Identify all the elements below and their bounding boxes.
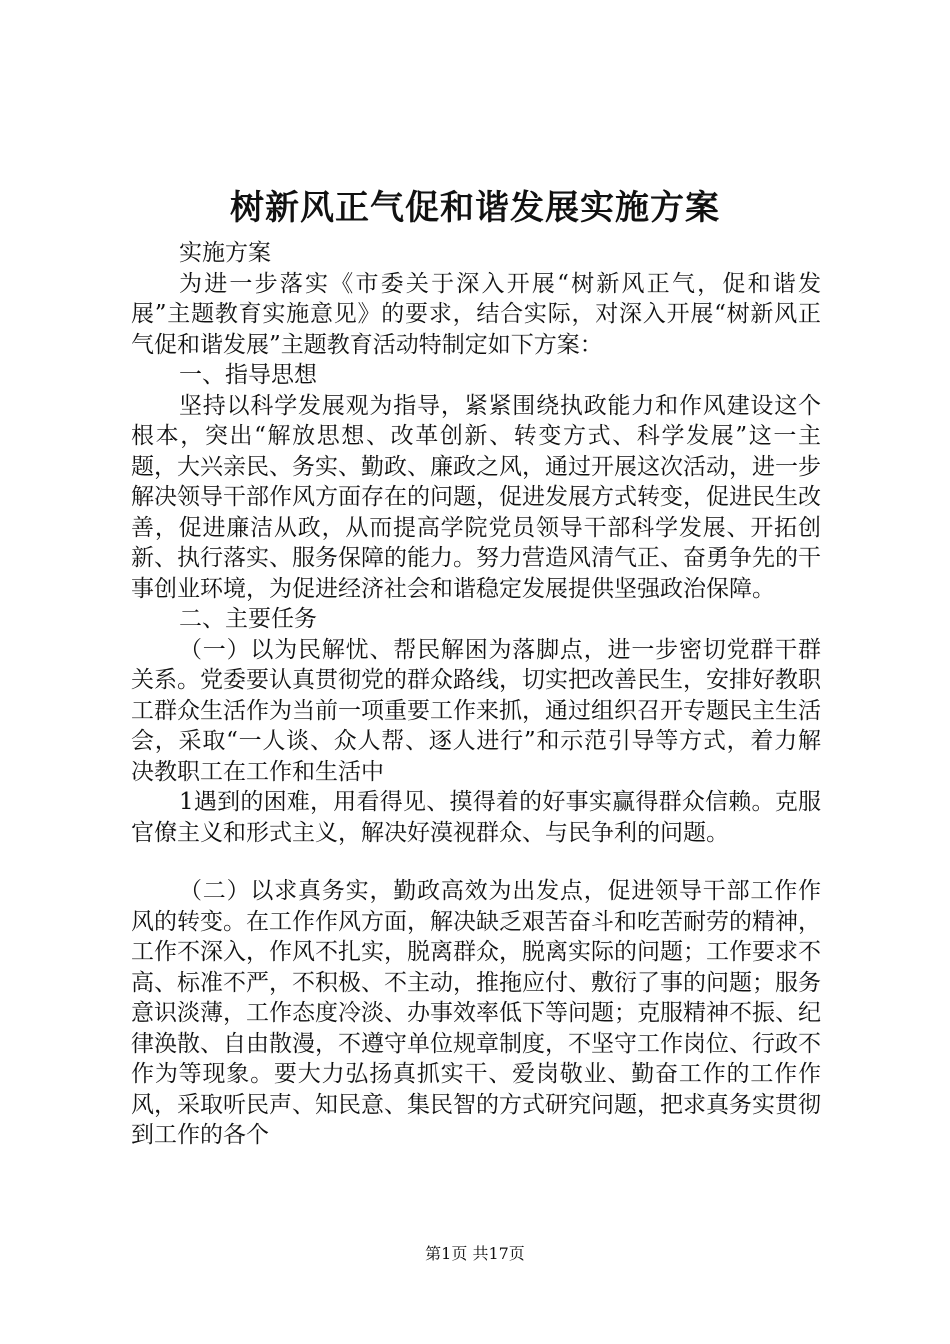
paragraph-task-one-continued: 1遇到的困难，用看得见、摸得着的好事实赢得群众信赖。克服官僚主义和形式主义，解决好漠视群众、与民争利的问题。	[131, 789, 821, 846]
section-heading-main-tasks: 二、主要任务	[179, 606, 317, 632]
paragraph-guiding-thought: 坚持以科学发展观为指导，紧紧围绕执政能力和作风建设这个根本，突出“解放思想、改革创新、转变方式、科学发展”这一主题，大兴亲民、务实、勤政、廉政之风，通过开展这次活动，进一步解决领导干部作风方面存在的问题，促进发展方式转变，促进民生改善，促进廉洁从政，从而提高学院党员领导干部科学发展、开拓创新、执行落实、服务保障的能力。努力营造风清气正、奋勇争先的干事创业环境，为促进经济社会和谐稳定发展提供坚强政治保障。	[131, 392, 821, 602]
document-body	[131, 238, 821, 1151]
page-number: 第1页 共17页	[425, 1244, 525, 1263]
paragraph-intro: 为进一步落实《市委关于深入开展“树新风正气，促和谐发展”主题教育实施意见》的要求，结合实际，对深入开展“树新风正气促和谐发展”主题教育活动特制定如下方案：	[131, 270, 821, 358]
paragraph-task-one: （一）以为民解忧、帮民解困为落脚点，进一步密切党群干群关系。党委要认真贯彻党的群众路线，切实把改善民生，安排好教职工群众生活作为当前一项重要工作来抓，通过组织召开专题民主生活会，采取“一人谈、众人帮、逐人进行”和示范引导等方式，着力解决教职工在工作和生活中	[131, 636, 821, 785]
section-heading-guiding-thought: 一、指导思想	[179, 362, 317, 388]
document-title: 树新风正气促和谐发展实施方案	[230, 188, 720, 228]
paragraph-subtitle: 实施方案	[179, 240, 271, 266]
paragraph-task-two: （二）以求真务实，勤政高效为出发点，促进领导干部工作作风的转变。在工作作风方面，解决缺乏艰苦奋斗和吃苦耐劳的精神，工作不深入，作风不扎实，脱离群众，脱离实际的问题；工作要求不高、标准不严，不积极、不主动，推拖应付、敷衍了事的问题；服务意识淡薄，工作态度冷淡、办事效率低下等问题；克服精神不振、纪律涣散、自由散漫，不遵守单位规章制度，不坚守工作岗位、行政不作为等现象。要大力弘扬真抓实干、爱岗敬业、勤奋工作的工作作风，采取听民声、知民意、集民智的方式研究问题，把求真务实贯彻到工作的各个	[131, 878, 821, 1148]
